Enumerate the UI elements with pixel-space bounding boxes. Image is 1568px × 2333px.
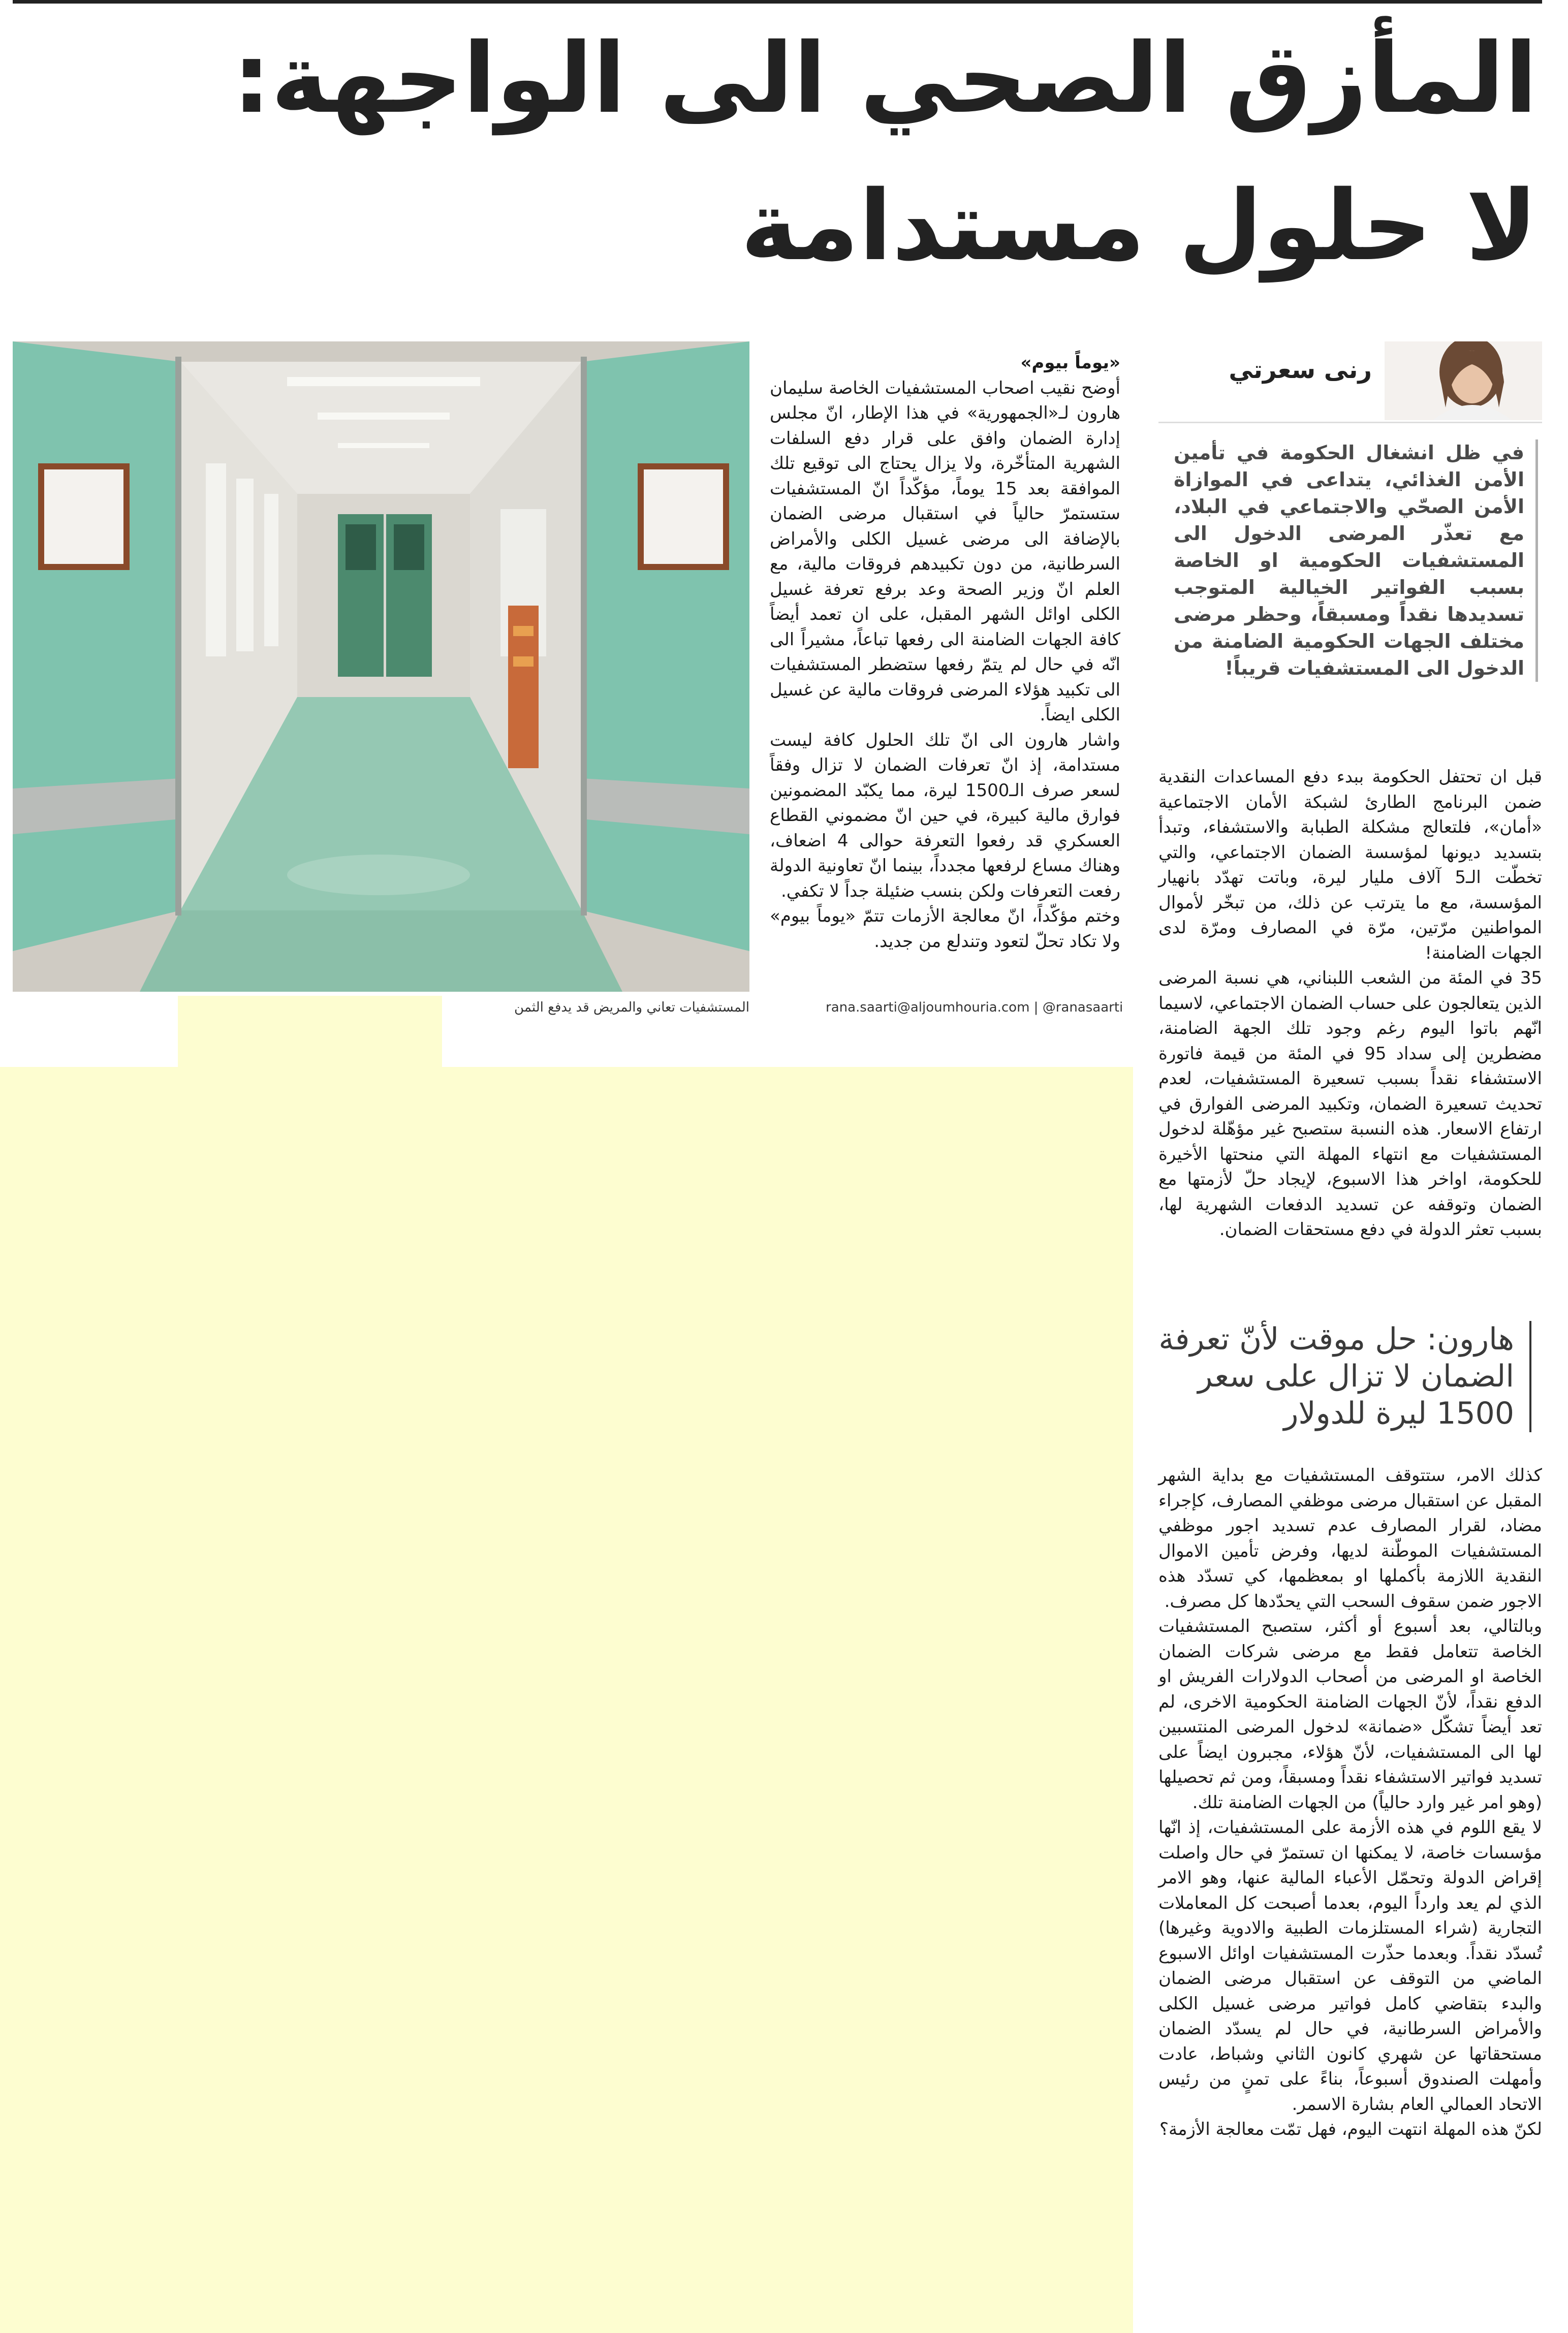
- author-divider: [1158, 422, 1542, 423]
- right-paragraph-4: وبالتالي، بعد أسبوع أو أكثر، ستصبح المستشفيات الخاصة تتعامل فقط مع مرضى شركات الضمان الخاصة او المرضى من أصحاب الدولارات الفريش او الدفع نقداً، لأنّ الجهات الضامنة الحكومية الاخرى، لم تعد أيضاً تشكّل «ضمانة» لدخول المرضى المنتسبين لها الى المستشفيات، لأنّ هؤلاء، مجبرون ايضاً على تسديد فواتير الاستشفاء نقداً ومسبقاً، ومن ثم تحصيلها (وهو امر غير وارد حالياً) من الجهات الضامنة تلك.: [1158, 1616, 1542, 1813]
- hospital-corridor-photo: [13, 341, 749, 992]
- middle-paragraph-2: واشار هارون الى انّ تلك الحلول كافة ليست مستدامة، إذ انّ تعرفات الضمان لا تزال وفقاً لسعر صرف الـ1500 ليرة، مما يكبّد المضمونين فوارق مالية كبيرة، في حين انّ مضموني القطاع العسكري قد رفعوا التعرفة حوالى 4 اضعاف، وهناك مساع لرفعها مجدداً، بينما انّ تعاونية الدولة رفعت التعرفات ولكن بنسب ضئيلة جداً لا تكفي.: [770, 730, 1121, 901]
- author-contact: rana.saarti@aljoumhouria.com | @ranasaarti: [826, 1000, 1123, 1015]
- author-name: رنى سعرتي: [1229, 356, 1372, 384]
- middle-paragraph-3: وختم مؤكّداً، انّ معالجة الأزمات تتمّ «يوماً بيوم» ولا تكاد تحلّ لتعود وتندلع من جديد.: [770, 906, 1120, 952]
- yellow-background-strip: [178, 996, 442, 1077]
- headline-line-1: المأزق الصحي الى الواجهة:: [232, 22, 1538, 135]
- article-intro: في ظل انشغال الحكومة في تأمين الأمن الغذائي، يتداعى في الموازاة الأمن الصحّي والاجتماعي في البلاد، مع تعذّر المرضى الدخول الى المستشفيات الحكومية او الخاصة بسبب الفواتير الخيالية المتوجب تسديدها نقداً ومسبقاً، وحظر مرضى مختلف الجهات الحكومية الضامنة من الدخول الى المستشفيات قريباً!: [1174, 439, 1538, 682]
- middle-column: [770, 351, 1120, 954]
- pull-quote: هارون: حل موقت لأنّ تعرفة الضمان لا تزال على سعر 1500 ليرة للدولار: [1158, 1321, 1531, 1432]
- yellow-background-panel: [0, 1067, 1133, 2333]
- hospital-corridor-illustration: [13, 341, 749, 992]
- right-paragraph-5: لا يقع اللوم في هذه الأزمة على المستشفيات، إذ انّها مؤسسات خاصة، لا يمكنها ان تستمرّ في حال واصلت إقراض الدولة وتحمّل الأعباء المالية عنها، وهو الامر الذي لم يعد وارداً اليوم، بعدما أصبحت كل المعاملات التجارية (شراء المستلزمات الطبية والادوية وغيرها) تُسدّد نقداً. وبعدما حذّرت المستشفيات اوائل الاسبوع الماضي من التوقف عن استقبال مرضى الضمان والبدء بتقاضي كامل فواتير مرضى غسيل الكلى والأمراض السرطانية، في حال لم يسدّد الضمان مستحقاتها عن شهري كانون الثاني وشباط، عادت وأمهلت الصندوق أسبوعاً، بناءً على تمنٍ من رئيس الاتحاد العمالي العام بشارة الاسمر.: [1158, 1817, 1542, 2115]
- right-paragraph-1: قبل ان تحتفل الحكومة ببدء دفع المساعدات النقدية ضمن البرنامج الطارئ لشبكة الأمان الاجتماعية «أمان»، فلتعالج مشكلة الطبابة والاستشفاء، وتبدأ بتسديد ديونها لمؤسسة الضمان الاجتماعي، والتي تخطّت الـ5 آلاف مليار ليرة، وباتت تهدّد بانهيار المؤسسة، مع ما يترتب عن ذلك، من تبخّر لأموال المواطنين مرّتين، مرّة في المصارف ومرّة لدى الجهات الضامنة!: [1158, 767, 1542, 963]
- right-paragraph-6: لكنّ هذه المهلة انتهت اليوم، فهل تمّت معالجة الأزمة؟: [1159, 2119, 1542, 2139]
- right-column-bottom: [1158, 1463, 1542, 2142]
- middle-paragraph-1: أوضح نقيب اصحاب المستشفيات الخاصة سليمان هارون لـ«الجمهورية» في هذا الإطار، انّ مجلس إدارة الضمان وافق على قرار دفع السلفات الشهرية المتأخّرة، ولا يزال يحتاج الى توقيع تلك الموافقة بعد 15 يوماً، مؤكّداً انّ المستشفيات ستستمرّ حالياً في استقبال مرضى الضمان بالإضافة الى مرضى غسيل الكلى والأمراض السرطانية، من دون تكبيدهم فروقات مالية، مع العلم انّ وزير الصحة وعد برفع تعرفة غسيل الكلى اوائل الشهر المقبل، على ان تعمد أيضاً كافة الجهات الضامنة الى رفعها تباعاً، مشيراً الى انّه في حال لم يتمّ رفعها ستضطر المستشفيات الى تكبيد هؤلاء المرضى فروقات مالية عن غسيل الكلى ايضاً.: [770, 377, 1121, 725]
- right-paragraph-3: كذلك الامر، ستتوقف المستشفيات مع بداية الشهر المقبل عن استقبال مرضى موظفي المصارف، كإجراء مضاد، لقرار المصارف عدم تسديد اجور موظفي المستشفيات الموطّنة لديها، وفرض تأمين الاموال النقدية اللازمة بأكملها او بمعظمها، كي تسدّد هذه الاجور ضمن سقوف السحب التي يحدّدها كل مصرف.: [1158, 1465, 1542, 1612]
- top-rule: [13, 0, 1542, 4]
- author-portrait-icon: [1385, 341, 1542, 420]
- author-avatar: [1385, 341, 1542, 420]
- right-paragraph-2: 35 في المئة من الشعب اللبناني، هي نسبة المرضى الذين يتعالجون على حساب الضمان الاجتماعي، لاسيما انّهم باتوا اليوم رغم وجود تلك الجهة الضامنة، مضطرين إلى سداد 95 في المئة من قيمة فاتورة الاستشفاء نقداً بسبب تسعيرة المستشفيات، لعدم تحديث تسعيرة الضمان، وتكبيد المرضى الفوارق في ارتفاع الاسعار. هذه النسبة ستصبح غير مؤهّلة لدخول المستشفيات مع انتهاء المهلة التي منحتها الأخيرة للحكومة، اواخر هذا الاسبوع، لإيجاد حلّ لأزمتها مع الضمان وتوقفه عن تسديد الدفعات الشهرية لها، بسبب تعثر الدولة في دفع مستحقات الضمان.: [1158, 968, 1542, 1240]
- section-kicker: «يوماً بيوم»: [1020, 353, 1120, 373]
- photo-caption: المستشفيات تعاني والمريض قد يدفع الثمن: [514, 1000, 749, 1015]
- right-column-top: [1158, 765, 1542, 1243]
- headline-line-2: لا حلول مستدامة: [740, 170, 1538, 282]
